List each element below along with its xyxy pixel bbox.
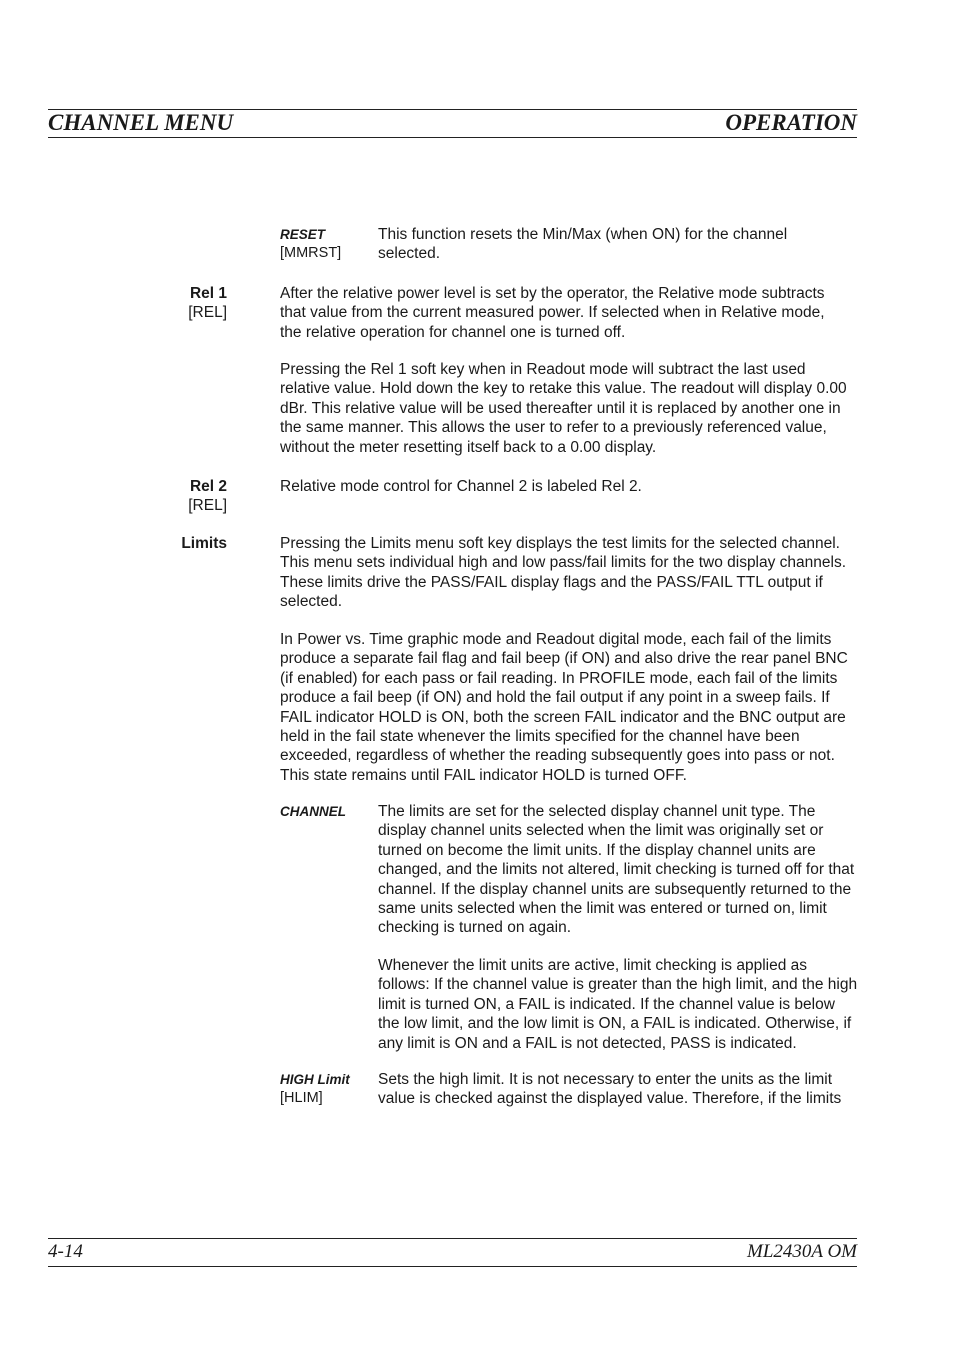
footer-bottom-rule [48, 1266, 857, 1267]
channel-paragraph-1: The limits are set for the selected display channel unit type. The display channel units selected when the limit was originally set or turned on become the limit units. If the display channel units are changed, and the limits not altered, limit checking is turned off for that channel. If the display channel units are subsequently returned to the same units selected when the limit was entered or turned on, limit checking is turned on again. [378, 803, 855, 937]
channel-name: CHANNEL [280, 804, 346, 819]
reset-label [280, 225, 341, 264]
high-limit-description [378, 1070, 860, 1109]
rel2-label [188, 477, 227, 516]
reset-code: [MMRST] [280, 245, 342, 262]
header-bottom-rule [48, 137, 857, 138]
footer-top-rule [48, 1238, 857, 1239]
rel1-label [188, 284, 227, 323]
rel1-description-2 [280, 360, 850, 457]
rel1-name: Rel 1 [189, 285, 227, 302]
limits-description-2 [280, 630, 855, 785]
channel-paragraph-2: Whenever the limit units are active, limit checking is applied as follows: If the channel value is greater than the high limit, and the high limit is turned ON, a FAIL is indicated. If the channel value is below the low limit, and the low limit is ON, a FAIL is indicated. Otherwise, if any limit is ON and a FAIL is not detected, PASS is indicated. [378, 957, 858, 1052]
channel-description-2 [378, 956, 860, 1053]
rel2-code: [REL] [188, 497, 227, 515]
section-title: CHANNEL MENU [48, 110, 234, 135]
chapter-title: OPERATION [725, 110, 857, 135]
rel1-paragraph-1: After the relative power level is set by the operator, the Relative mode subtracts that value from the current measured power. If selected when in Relative mode, the relative operation for channel one is turned off. [280, 285, 825, 341]
rel2-name: Rel 2 [189, 478, 227, 495]
high-limit-text: Sets the high limit. It is not necessary to enter the units as the limit value is checked against the displayed value. Therefore, if the limits [378, 1071, 842, 1108]
reset-description [378, 225, 818, 264]
high-limit-name: HIGH Limit [280, 1072, 350, 1087]
rel1-description [280, 284, 850, 342]
reset-name: RESET [280, 227, 326, 242]
high-limit-label [280, 1070, 350, 1109]
document-id: ML2430A OM [747, 1241, 857, 1262]
rel1-code: [REL] [188, 304, 227, 322]
limits-paragraph-2: In Power vs. Time graphic mode and Readout digital mode, each fail of the limits produce a separate fail flag and fail beep (if ON) and also drive the rear panel BNC (if enabled) for each pass or fail reading. In PROFILE mode, each fail of the limits produce a fail beep (if ON) and hold the fail output if any point in a sweep fails. If FAIL indicator HOLD is ON, both the screen FAIL indicator and the BNC output are held in the fail state whenever the limits specified for the channel have been exceeded, regardless of whether the reading subsequently goes into pass or not. This state remains until FAIL indicator HOLD is turned OFF. [280, 631, 848, 784]
reset-text: This function resets the Min/Max (when ON) for the channel selected. [378, 226, 788, 263]
channel-label [280, 802, 346, 821]
limits-label [181, 534, 227, 553]
limits-name: Limits [181, 535, 227, 552]
rel2-description [280, 477, 860, 496]
limits-description [280, 534, 860, 612]
channel-description [378, 802, 860, 938]
rel1-paragraph-2: Pressing the Rel 1 soft key when in Readout mode will subtract the last used relative value. Hold down the key to retake this value. The readout will display 0.00 dBr. This relative value will be used thereafter until it is replaced by another one in the same manner. This allows the user to refer to a previously referenced value, without the meter resetting itself back to a 0.00 display. [280, 361, 847, 456]
limits-paragraph-1: Pressing the Limits menu soft key displays the test limits for the selected channel. This menu sets individual high and low pass/fail limits for the two display channels. These limits drive the PASS/FAIL display flags and the PASS/FAIL TTL output if selected. [280, 535, 847, 611]
high-limit-code: [HLIM] [280, 1090, 323, 1107]
rel2-text: Relative mode control for Channel 2 is labeled Rel 2. [280, 478, 642, 495]
page-number: 4-14 [48, 1241, 83, 1262]
